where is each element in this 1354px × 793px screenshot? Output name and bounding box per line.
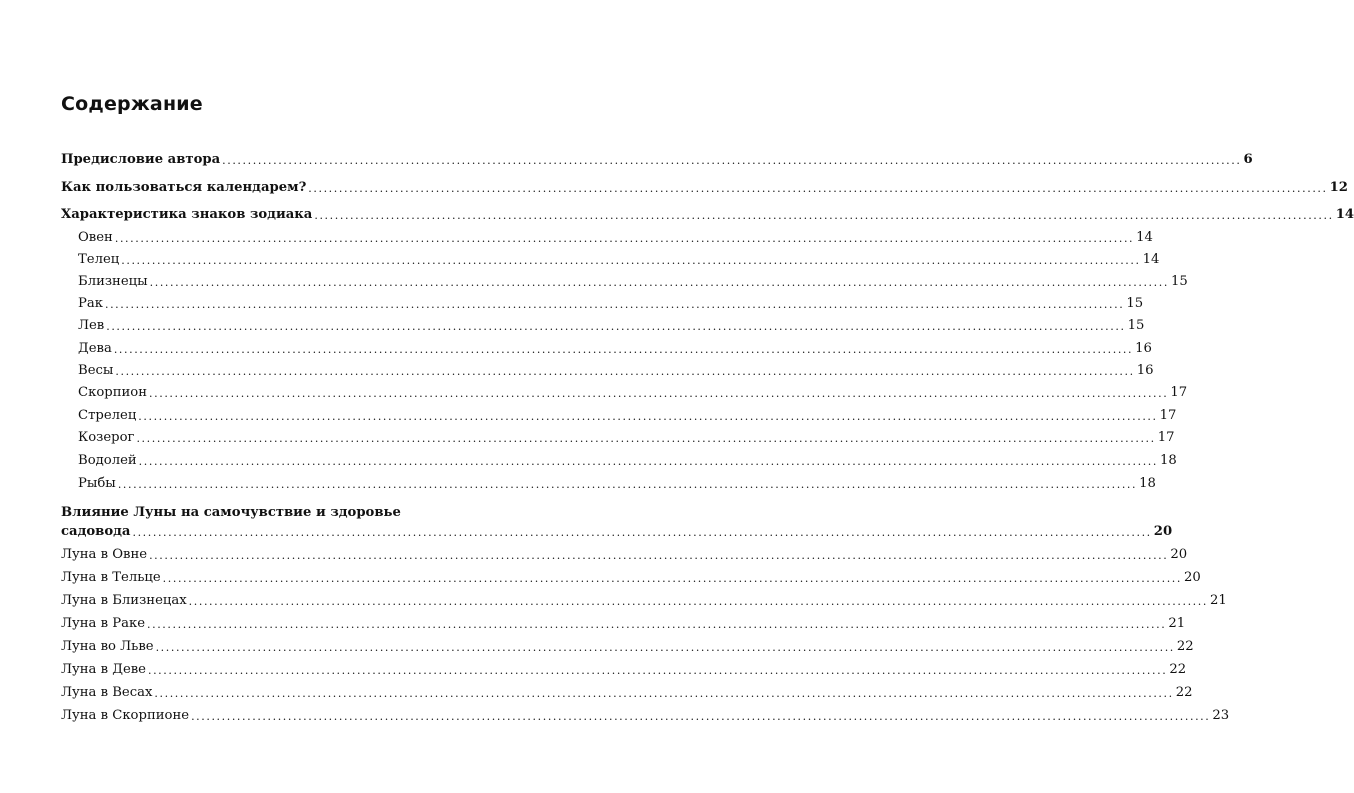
toc-subentry[interactable] — [0, 545, 1188, 565]
toc-subentry[interactable] — [0, 383, 1188, 403]
toc-entry[interactable] — [0, 522, 1173, 542]
toc-entry-label: Близнецы — [78, 274, 148, 289]
toc-entry-label: Скорпион — [78, 385, 148, 400]
toc-subentry[interactable] — [0, 683, 1193, 703]
toc-entry-page: 21 — [1209, 593, 1227, 608]
toc-entry-label: Характеристика знаков зодиака — [61, 207, 313, 222]
toc-entry-page: 22 — [1176, 639, 1194, 654]
toc-entry-label: Предисловие автора — [61, 152, 221, 167]
toc-leader-dots: ........................................................................................................................................................................................................ — [147, 664, 1168, 677]
toc-entry-page: 12 — [1329, 180, 1348, 195]
toc-subentry[interactable] — [0, 250, 1160, 270]
toc-entry-page: 20 — [1184, 570, 1201, 585]
toc-leader-dots: ........................................................................................................................................................................................................ — [154, 687, 1174, 700]
toc-leader-dots: ........................................................................................................................................................................................................ — [149, 387, 1169, 400]
toc-entry-page: 16 — [1135, 341, 1152, 356]
toc-entry-page: 15 — [1126, 296, 1144, 311]
toc-entry-page: 23 — [1212, 708, 1230, 723]
toc-entry-page: 16 — [1136, 363, 1154, 378]
toc-entry-label: Луна в Близнецах — [61, 593, 187, 608]
toc-subentry[interactable] — [0, 637, 1194, 657]
toc-entry-label: Рыбы — [78, 476, 116, 491]
toc-subentry[interactable] — [0, 294, 1144, 314]
toc-subentry[interactable] — [0, 474, 1156, 494]
toc-entry-page: 17 — [1170, 385, 1188, 400]
toc-leader-dots: ........................................................................................................................................................................................................ — [149, 276, 1169, 289]
toc-title: Содержание — [61, 93, 203, 115]
toc-entry-page: 17 — [1159, 408, 1177, 423]
toc-entry[interactable] — [0, 205, 1354, 225]
toc-entry-page: 21 — [1168, 616, 1186, 631]
toc-subentry[interactable] — [0, 568, 1201, 588]
toc-entry-page: 6 — [1243, 152, 1253, 167]
toc-leader-dots: ........................................................................................................................................................................................................ — [113, 343, 1134, 356]
toc-leader-dots: ........................................................................................................................................................................................................ — [132, 526, 1152, 539]
toc-leader-dots: ........................................................................................................................................................................................................ — [121, 254, 1141, 267]
toc-subentry[interactable] — [0, 361, 1154, 381]
toc-entry-label: Луна в Овне — [61, 547, 148, 562]
toc-entry-label: Козерог — [78, 430, 135, 445]
toc-leader-dots: ........................................................................................................................................................................................................ — [314, 209, 1334, 222]
toc-entry[interactable] — [0, 178, 1348, 198]
toc-leader-dots: ........................................................................................................................................................................................................ — [138, 455, 1158, 468]
toc-entry-page: 20 — [1170, 547, 1188, 562]
toc-subentry[interactable] — [0, 614, 1186, 634]
toc-leader-dots: ........................................................................................................................................................................................................ — [162, 572, 1182, 585]
toc-subentry[interactable] — [0, 272, 1188, 292]
toc-entry-label-line1[interactable]: Влияние Луны на самочувствие и здоровье — [61, 505, 401, 520]
toc-leader-dots: ........................................................................................................................................................................................................ — [117, 478, 1138, 491]
toc-entry-page: 14 — [1335, 207, 1354, 222]
toc-leader-dots: ........................................................................................................................................................................................................ — [147, 618, 1167, 631]
toc-entry-label: Луна в Скорпионе — [61, 708, 190, 723]
toc-entry-page: 20 — [1153, 524, 1173, 539]
toc-entry-label: Луна в Весах — [61, 685, 153, 700]
toc-subentry[interactable] — [0, 228, 1153, 248]
toc-entry-label: Рак — [78, 296, 103, 311]
toc-entry-label: Овен — [78, 230, 113, 245]
toc-entry-label: Телец — [78, 252, 120, 267]
toc-leader-dots: ........................................................................................................................................................................................................ — [222, 154, 1242, 167]
toc-entry-page: 22 — [1175, 685, 1193, 700]
toc-leader-dots: ........................................................................................................................................................................................................ — [149, 549, 1169, 562]
toc-subentry[interactable] — [0, 706, 1230, 726]
toc-entry[interactable] — [0, 150, 1253, 170]
toc-entry-page: 18 — [1139, 476, 1156, 491]
toc-entry-label: Лев — [78, 318, 105, 333]
toc-entry-label: Луна в Тельце — [61, 570, 161, 585]
toc-entry-label: садовода — [61, 524, 131, 539]
toc-leader-dots: ........................................................................................................................................................................................................ — [114, 232, 1135, 245]
toc-entry-label: Луна в Раке — [61, 616, 146, 631]
toc-entry-page: 17 — [1157, 430, 1175, 445]
toc-leader-dots: ........................................................................................................................................................................................................ — [115, 365, 1135, 378]
toc-entry-page: 18 — [1160, 453, 1177, 468]
toc-entry-label: Как пользоваться календарем? — [61, 180, 307, 195]
toc-entry-page: 14 — [1136, 230, 1153, 245]
toc-leader-dots: ........................................................................................................................................................................................................ — [138, 410, 1158, 423]
toc-subentry[interactable] — [0, 591, 1227, 611]
toc-subentry[interactable] — [0, 339, 1152, 359]
toc-leader-dots: ........................................................................................................................................................................................................ — [104, 298, 1125, 311]
toc-leader-dots: ........................................................................................................................................................................................................ — [136, 432, 1156, 445]
toc-entry-label: Весы — [78, 363, 114, 378]
toc-entry-label: Стрелец — [78, 408, 137, 423]
toc-subentry[interactable] — [0, 406, 1177, 426]
toc-leader-dots: ........................................................................................................................................................................................................ — [308, 182, 1328, 195]
toc-leader-dots: ........................................................................................................................................................................................................ — [188, 595, 1208, 608]
toc-leader-dots: ........................................................................................................................................................................................................ — [191, 710, 1211, 723]
toc-entry-page: 15 — [1170, 274, 1188, 289]
toc-entry-label: Водолей — [78, 453, 137, 468]
toc-subentry[interactable] — [0, 428, 1175, 448]
toc-entry-label: Луна во Льве — [61, 639, 154, 654]
toc-subentry[interactable] — [0, 660, 1187, 680]
toc-entry-label: Дева — [78, 341, 112, 356]
toc-subentry[interactable] — [0, 451, 1177, 471]
toc-subentry[interactable] — [0, 316, 1145, 336]
toc-leader-dots: ........................................................................................................................................................................................................ — [155, 641, 1175, 654]
toc-entry-page: 15 — [1127, 318, 1145, 333]
toc-leader-dots: ........................................................................................................................................................................................................ — [106, 320, 1126, 333]
toc-entry-label: Луна в Деве — [61, 662, 146, 677]
toc-entry-page: 14 — [1142, 252, 1160, 267]
toc-entry-page: 22 — [1169, 662, 1187, 677]
